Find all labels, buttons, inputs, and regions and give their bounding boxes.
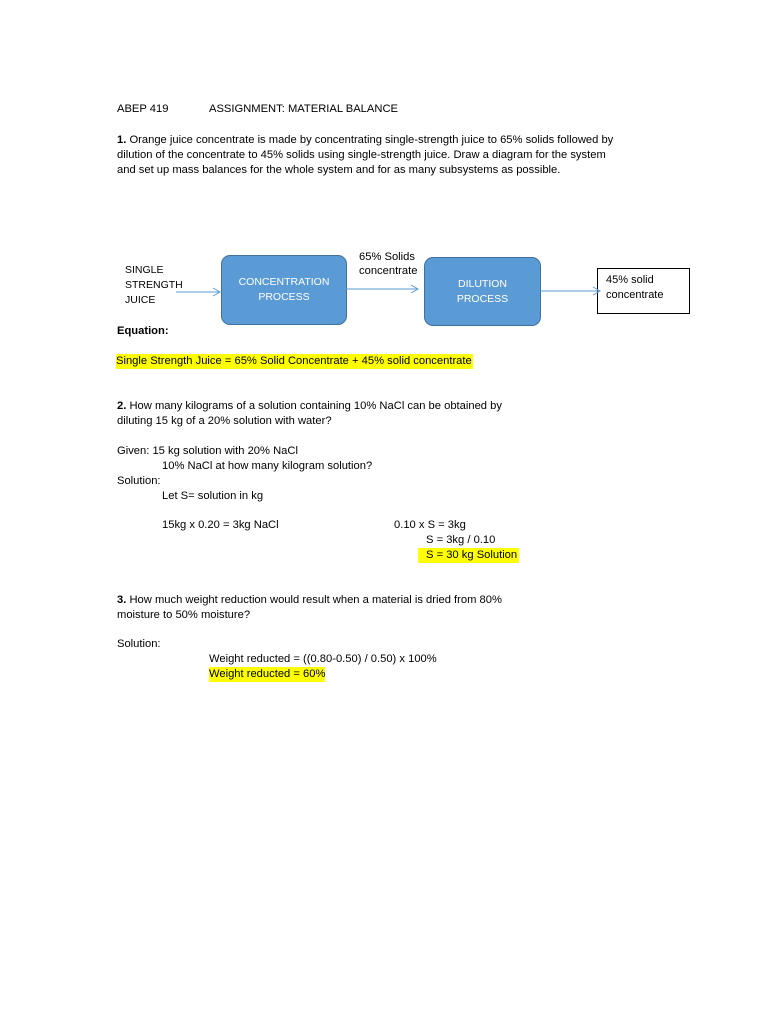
q2-text-line1: How many kilograms of a solution containing 10% NaCl can be obtained by bbox=[129, 400, 502, 412]
input-label-line1: SINGLE bbox=[125, 264, 164, 276]
q3-text-line2: moisture to 50% moisture? bbox=[117, 609, 251, 621]
course-code: ABEP 419 bbox=[117, 103, 169, 115]
q3-line1 bbox=[117, 593, 502, 608]
equation-text: Single Strength Juice = 65% Solid Concentrate + 45% solid concentrate bbox=[116, 355, 472, 367]
q2-answer: S = 30 kg Solution bbox=[418, 548, 519, 563]
q2-given-line2: 10% NaCl at how many kilogram solution? bbox=[162, 460, 373, 472]
q2-calc-right1: 0.10 x S = 3kg bbox=[394, 519, 466, 531]
input-label-line3: JUICE bbox=[125, 294, 156, 306]
q3-number: 3. bbox=[117, 594, 127, 606]
q2-given-line1: Given: 15 kg solution with 20% NaCl bbox=[117, 445, 298, 457]
q1-text-line3: and set up mass balances for the whole system and for as many subsystems as possible. bbox=[117, 164, 561, 176]
q2-let: Let S= solution in kg bbox=[162, 490, 264, 502]
q2-number: 2. bbox=[117, 400, 127, 412]
assignment-title: ASSIGNMENT: MATERIAL BALANCE bbox=[209, 103, 398, 115]
q2-calc-left: 15kg x 0.20 = 3kg NaCl bbox=[162, 519, 279, 531]
equation-label: Equation: bbox=[117, 325, 169, 337]
output-label-line2: concentrate bbox=[606, 289, 664, 301]
q1-text-line2: dilution of the concentrate to 45% solids using single-strength juice. Draw a diagram for the system bbox=[117, 149, 606, 161]
mid-label-line1: 65% Solids bbox=[359, 251, 415, 263]
output-label-line1: 45% solid bbox=[606, 274, 654, 286]
q3-text-line1: How much weight reduction would result when a material is dried from 80% bbox=[129, 594, 502, 606]
mid-label-line2: concentrate bbox=[359, 265, 418, 277]
q3-solution-label: Solution: bbox=[117, 638, 161, 650]
concentration-process-line1: CONCENTRATION bbox=[238, 276, 330, 288]
q1-text-line1: Orange juice concentrate is made by concentrating single-strength juice to 65% solids followed by bbox=[129, 134, 614, 146]
q2-text-line2: diluting 15 kg of a 20% solution with water? bbox=[117, 415, 332, 427]
q2-solution-label: Solution: bbox=[117, 475, 161, 487]
q3-answer: Weight reducted = 60% bbox=[209, 668, 326, 680]
input-label-line2: STRENGTH bbox=[125, 279, 183, 291]
q3-formula: Weight reducted = ((0.80-0.50) / 0.50) x 100% bbox=[209, 653, 437, 665]
concentration-process-line2: PROCESS bbox=[258, 291, 310, 303]
q1-number: 1. bbox=[117, 134, 127, 146]
q2-line1 bbox=[117, 399, 502, 414]
dilution-process-line2: PROCESS bbox=[456, 292, 509, 305]
dilution-process-line1: DILUTION bbox=[457, 277, 507, 290]
q2-calc-right2: S = 3kg / 0.10 bbox=[426, 534, 496, 546]
